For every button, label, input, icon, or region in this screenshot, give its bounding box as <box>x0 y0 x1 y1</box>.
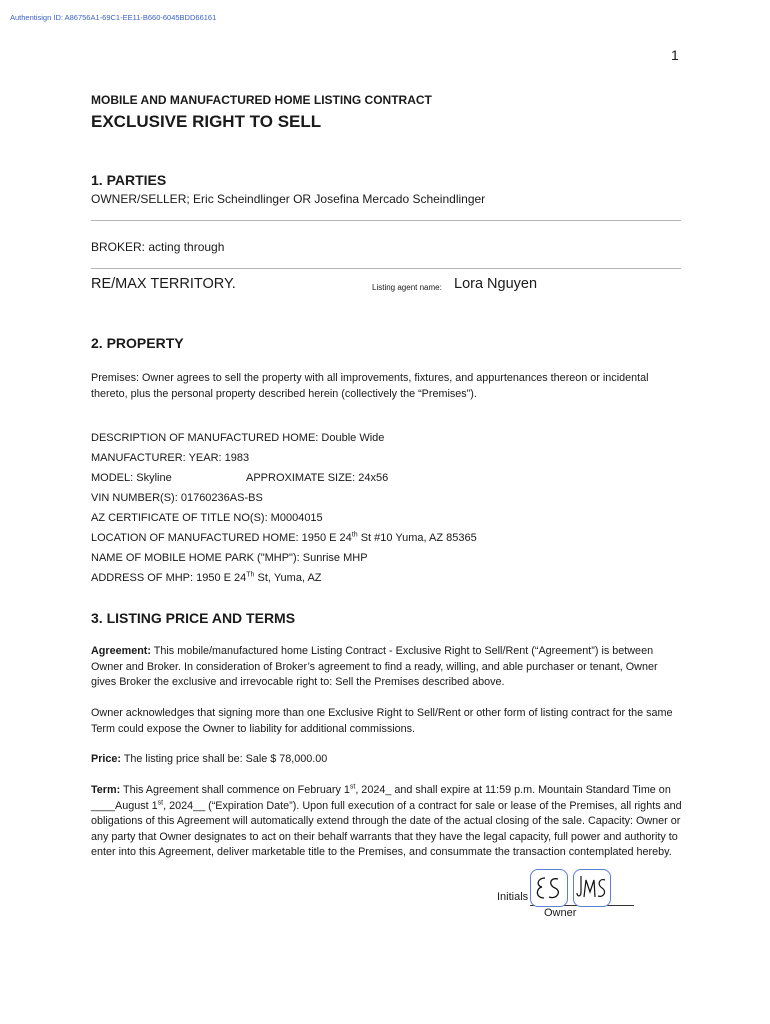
property-heading: 2. PROPERTY <box>91 335 184 351</box>
term-text: , 2024__ (“Expiration Date”). Upon full execution of a contract for sale or lease of the Premises, all rights and obligations of this Agreement will automatically extend through the date of the actual closing of the sale. Capacity: Owner or any party that Owner designates to act on their behalf warrants that they have the legal capacity, full power and authority to enter into this Agreement, deliver marketable title to the Premises, and consummate the transaction contemplated hereby. <box>91 799 682 858</box>
agreement-text: This mobile/manufactured home Listing Contract - Exclusive Right to Sell/Rent (“Agreement”) is between Owner and Broker. In consideration of Broker’s agreement to find a ready, willing, and able purchaser or tenant, Owner gives Broker the exclusive and irrevocable right to: Sell the Premises described above. <box>91 645 658 688</box>
price-label: Price: <box>91 753 122 765</box>
owner-initial-box[interactable] <box>530 869 568 907</box>
authentisign-id: Authentisign ID: A86756A1-69C1-EE11-B660-6045BDD66161 <box>10 13 217 22</box>
co-owner-initial-box[interactable] <box>573 869 611 907</box>
location-text: LOCATION OF MANUFACTURED HOME: 1950 E 24 <box>91 532 352 544</box>
listing-agent-label: Listing agent name: <box>372 283 442 292</box>
price-text: The listing price shall be: Sale $ 78,000.00 <box>121 753 328 765</box>
premises-paragraph: Premises: Owner agrees to sell the property with all improvements, fixtures, and appurtenances thereon or incidental thereto, plus the personal property described herein (collectively the “Premises”). <box>91 372 649 400</box>
term-paragraph <box>91 783 683 861</box>
page-number: 1 <box>671 47 679 63</box>
mhp-address-line <box>91 572 322 584</box>
initials-label: Initials <box>497 891 529 903</box>
owner-seller-line: OWNER/SELLER; Eric Scheindlinger OR Josefina Mercado Scheindlinger <box>91 192 486 206</box>
contract-title: EXCLUSIVE RIGHT TO SELL <box>91 112 322 131</box>
term-ordinal: st <box>157 798 164 806</box>
location-ordinal: th <box>351 531 358 539</box>
listing-heading: 3. LISTING PRICE AND TERMS <box>91 610 296 626</box>
title-number-line: AZ CERTIFICATE OF TITLE NO(S): M0004015 <box>91 512 323 524</box>
divider <box>91 220 681 221</box>
model-line: MODEL: Skyline <box>91 472 172 484</box>
agreement-label: Agreement: <box>91 645 151 657</box>
co-owner-initial-signature <box>574 870 610 906</box>
mhp-address-ordinal: Th <box>246 571 255 579</box>
mhp-address-text: ADDRESS OF MHP: 1950 E 24 <box>91 572 247 584</box>
contract-subtitle: MOBILE AND MANUFACTURED HOME LISTING CONTRACT <box>91 93 432 107</box>
park-name-line: NAME OF MOBILE HOME PARK ("MHP"): Sunrise MHP <box>91 552 368 564</box>
term-ordinal: st <box>349 783 356 791</box>
location-text-end: St #10 Yuma, AZ 85365 <box>357 532 477 544</box>
mhp-address-text-end: St, Yuma, AZ <box>254 572 322 584</box>
divider <box>91 268 681 269</box>
listing-agent-name: Lora Nguyen <box>454 276 538 292</box>
agreement-paragraph <box>91 644 683 691</box>
approximate-size-line: APPROXIMATE SIZE: 24x56 <box>246 472 389 484</box>
description-line: DESCRIPTION OF MANUFACTURED HOME: Double Wide <box>91 432 385 444</box>
owner-label: Owner <box>544 907 577 919</box>
term-text: This Agreement shall commence on February 1 <box>120 784 350 796</box>
acknowledge-paragraph: Owner acknowledges that signing more than one Exclusive Right to Sell/Rent or other form of listing contract for the same Term could expose the Owner to liability for additional commissions. <box>91 707 673 735</box>
term-text: , 2024_ and shall expire at 11:59 p.m. Mountain Standard Time on ____August 1 <box>91 784 671 812</box>
parties-heading: 1. PARTIES <box>91 172 167 188</box>
vin-line: VIN NUMBER(S): 01760236AS-BS <box>91 492 263 504</box>
owner-initial-signature <box>531 870 567 906</box>
term-label: Term: <box>91 784 121 796</box>
brokerage-name: RE/MAX TERRITORY. <box>91 276 236 292</box>
location-line <box>91 532 477 544</box>
price-paragraph <box>91 752 683 768</box>
manufacturer-line: MANUFACTURER: YEAR: 1983 <box>91 452 250 464</box>
broker-line: BROKER: acting through <box>91 240 225 254</box>
